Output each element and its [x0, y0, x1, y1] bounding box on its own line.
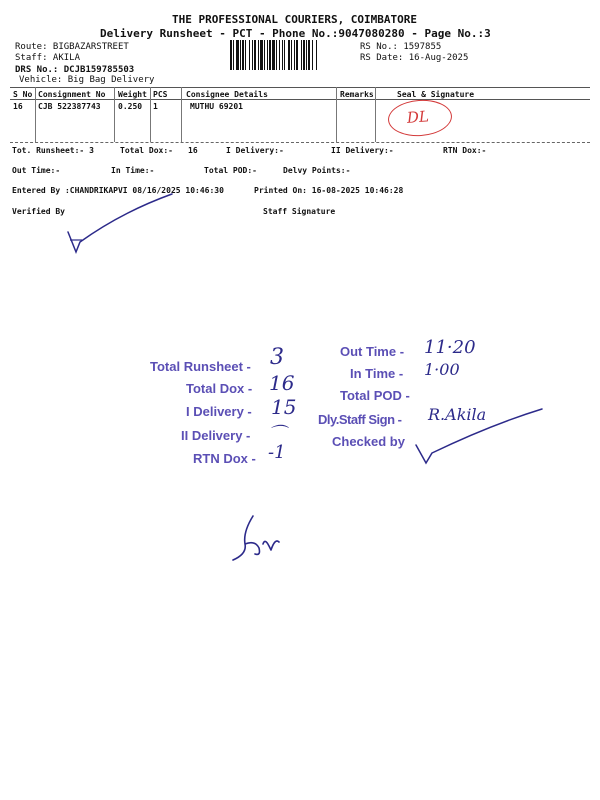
barcode-bar: [267, 40, 268, 70]
row-pcs: 1: [153, 102, 158, 111]
col-divider: [181, 87, 182, 142]
out-time: Out Time:-: [12, 166, 61, 175]
stamp-out-time: Out Time -: [340, 344, 405, 359]
barcode-bar: [312, 40, 313, 70]
barcode-bar: [301, 40, 302, 70]
signature-scribble: [225, 510, 295, 570]
verify-tick-mark: [62, 190, 182, 260]
barcode-bar: [249, 40, 250, 70]
barcode-bar: [264, 40, 265, 70]
route-text: Route: BIGBAZARSTREET: [15, 42, 129, 52]
barcode-bar: [252, 40, 253, 70]
hw-total-dox: 16: [269, 371, 295, 395]
table-top-rule: [10, 87, 590, 88]
barcode-bar: [279, 40, 280, 70]
stamp-in-time: In Time -: [350, 366, 404, 381]
barcode-bar: [316, 40, 317, 70]
table-header-rule: [10, 99, 590, 100]
barcode-bar: [242, 40, 244, 70]
barcode: [230, 40, 356, 70]
barcode-bar: [282, 40, 283, 70]
barcode-bar: [260, 40, 263, 70]
col-divider: [35, 87, 36, 142]
barcode-bar: [276, 40, 277, 70]
total-pod: Total POD:-: [204, 166, 257, 175]
col-divider: [150, 87, 151, 142]
hw-ii-delivery: ⌒: [268, 424, 286, 445]
in-time: In Time:-: [111, 166, 155, 175]
barcode-bar: [294, 40, 295, 70]
barcode-bar: [291, 40, 292, 70]
i-delivery: I Delivery:-: [226, 146, 284, 155]
staff-text: Staff: AKILA: [15, 53, 81, 63]
barcode-bar: [236, 40, 239, 70]
col-weight: Weight: [118, 90, 147, 99]
total-dox-value: 16: [188, 146, 198, 155]
barcode-bar: [245, 40, 246, 70]
row-consignee: MUTHU 69201: [190, 102, 243, 111]
hw-out-time: 11·20: [424, 337, 476, 358]
tot-runsheet: Tot. Runsheet:- 3: [12, 146, 94, 155]
rs-date: RS Date: 16-Aug-2025: [360, 53, 469, 63]
delivery-seal: [387, 98, 453, 138]
col-sno: S No: [13, 90, 33, 99]
barcode-bar: [269, 40, 271, 70]
entered-by: Entered By :CHANDRIKAPVI 08/16/2025 10:46:30: [12, 186, 224, 195]
col-seal: Seal & Signature: [397, 90, 475, 99]
verified-by: Verified By: [12, 207, 65, 216]
stamp-total-pod: Total POD -: [340, 388, 410, 403]
col-divider: [375, 87, 376, 142]
printed-on: Printed On: 16-08-2025 10:46:28: [254, 186, 404, 195]
col-consignee: Consignee Details: [186, 90, 268, 99]
barcode-bar: [306, 40, 307, 70]
barcode-bar: [272, 40, 275, 70]
hw-staff-sign: R.Akila: [428, 405, 487, 424]
seal-text: DL: [406, 107, 430, 127]
barcode-bar: [296, 40, 298, 70]
rtn-dox: RTN Dox:-: [443, 146, 487, 155]
barcode-bar: [303, 40, 305, 70]
col-divider: [336, 87, 337, 142]
runsheet-subtitle: Delivery Runsheet - PCT - Phone No.:9047080280 - Page No.:3: [100, 27, 491, 40]
stamp-checked-by: Checked by: [332, 434, 405, 449]
barcode-bar: [240, 40, 241, 70]
col-consignment: Consignment No: [38, 90, 106, 99]
barcode-bar: [233, 40, 234, 70]
barcode-bar: [284, 40, 285, 70]
hw-total-runsheet: 3: [270, 345, 284, 370]
staff-signature-label: Staff Signature: [263, 207, 336, 216]
hw-rtn-dox: -1: [268, 442, 286, 463]
stamp-rtn-dox: RTN Dox -: [193, 451, 256, 466]
hw-in-time: 1·00: [424, 360, 460, 379]
col-remarks: Remarks: [340, 90, 374, 99]
barcode-bar: [230, 40, 232, 70]
total-dox-label: Total Dox:-: [120, 146, 173, 155]
row-consignment: CJB 522387743: [38, 102, 101, 111]
rs-number: RS No.: 1597855: [360, 42, 442, 52]
col-divider: [114, 87, 115, 142]
barcode-bar: [258, 40, 259, 70]
row-sno: 16: [13, 102, 23, 111]
drs-number: DRS No.: DCJB159785503: [15, 65, 135, 75]
stamp-ii-delivery: II Delivery -: [181, 428, 251, 443]
stamp-staff-sign: Dly.Staff Sign -: [318, 412, 402, 427]
barcode-bar: [254, 40, 256, 70]
table-bottom-rule: [10, 142, 590, 143]
stamp-total-dox: Total Dox -: [186, 381, 253, 396]
row-weight: 0.250: [118, 102, 143, 111]
col-pcs: PCS: [153, 90, 168, 99]
company-name: THE PROFESSIONAL COURIERS, COIMBATORE: [172, 13, 418, 26]
ii-delivery: II Delivery:-: [331, 146, 394, 155]
vehicle-text: Vehicle: Big Bag Delivery: [19, 75, 155, 85]
stamp-total-runsheet: Total Runsheet -: [150, 359, 251, 374]
delvy-points: Delvy Points:-: [283, 166, 351, 175]
barcode-bar: [308, 40, 310, 70]
stamp-i-delivery: I Delivery -: [186, 404, 252, 419]
hw-i-delivery: 15: [271, 395, 297, 419]
barcode-bar: [288, 40, 290, 70]
checked-tick-mark: [410, 405, 550, 475]
